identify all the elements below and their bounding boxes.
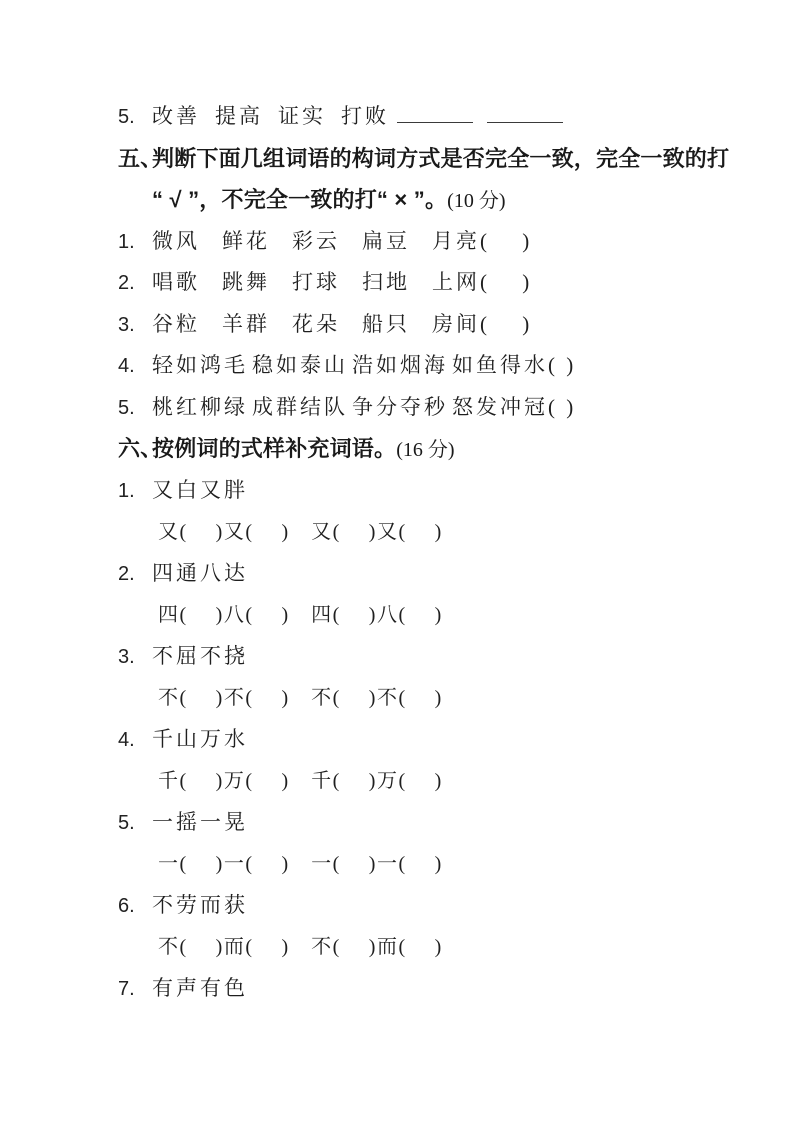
word: 怒发冲冠: [452, 394, 548, 419]
section6-item-6-example: [0, 885, 793, 927]
word: 如鱼得水: [452, 353, 548, 377]
word: 微风: [152, 228, 200, 253]
word: 花朵: [292, 311, 340, 336]
word: 证实: [278, 104, 326, 128]
word: 成群结队: [252, 394, 348, 419]
section-6-heading: [0, 428, 793, 470]
fill-pattern: 千( )万( ) 千( )万( ): [158, 770, 443, 792]
item-number: 3.: [118, 313, 135, 336]
item-number: 1.: [118, 230, 135, 253]
answer-paren: ( ): [480, 311, 533, 336]
word: 羊群: [222, 311, 270, 336]
item-number: 5.: [118, 396, 135, 419]
section6-item-3-example: [0, 636, 793, 678]
item-number: 7.: [118, 977, 135, 1000]
section5-item-5: [0, 387, 793, 429]
answer-blank-1: [397, 102, 473, 123]
word: 彩云: [292, 228, 340, 253]
answer-blank-2: [487, 102, 563, 123]
word: 提高: [215, 104, 263, 128]
word: 扫地: [362, 270, 410, 294]
word: 船只: [362, 311, 410, 336]
item-number: 4.: [118, 728, 135, 751]
answer-paren: ( ): [480, 228, 533, 253]
section6-item-1-pattern: [0, 511, 793, 553]
word: 稳如泰山: [252, 353, 348, 377]
word: 改善: [152, 104, 200, 128]
section-6-title: 按例词的式样补充词语。: [152, 436, 397, 461]
item-number: 2.: [118, 562, 135, 585]
word: 跳舞: [222, 270, 270, 294]
section5-item-2: [0, 262, 793, 304]
word: 唱歌: [152, 270, 200, 294]
section6-item-4-example: [0, 719, 793, 761]
example-word: 一摇一晃: [152, 809, 248, 834]
section6-item-3-pattern: [0, 677, 793, 719]
fill-pattern: 一( )一( ) 一( )一( ): [158, 853, 443, 875]
word: 轻如鸿毛: [152, 353, 248, 377]
item-number: 4.: [118, 355, 135, 377]
word-group-item-5: [0, 96, 793, 138]
example-word: 有声有色: [152, 975, 248, 1000]
word: 浩如烟海: [352, 353, 448, 377]
word: 谷粒: [152, 311, 200, 336]
section6-item-6-pattern: [0, 926, 793, 968]
item-number: 2.: [118, 272, 135, 294]
answer-paren: ( ): [548, 394, 577, 419]
section-5-heading-line2: [0, 179, 793, 221]
word: 桃红柳绿: [152, 394, 248, 419]
section6-item-2-pattern: [0, 594, 793, 636]
item-number: 1.: [118, 479, 135, 502]
example-word: 又白又胖: [152, 477, 248, 502]
fill-pattern: 不( )而( ) 不( )而( ): [158, 936, 443, 958]
item-number: 5.: [118, 106, 135, 128]
section6-item-4-pattern: [0, 760, 793, 802]
example-word: 不劳而获: [152, 892, 248, 917]
section-5-marker: 五、: [118, 145, 163, 171]
answer-paren: ( ): [480, 270, 533, 294]
word: 打球: [292, 270, 340, 294]
section-5-title-cont: “ √ ”，不完全一致的打“ × ”。: [152, 187, 448, 212]
section-5-title: 判断下面几组词语的构词方式是否完全一致，完全一致的打: [152, 145, 730, 171]
section6-item-1-example: [0, 470, 793, 512]
section-6-marker: 六、: [118, 436, 163, 461]
item-number: 5.: [118, 811, 135, 834]
fill-pattern: 四( )八( ) 四( )八( ): [158, 604, 443, 626]
word: 月亮: [432, 228, 480, 253]
example-word: 千山万水: [152, 726, 248, 751]
section5-item-1: [0, 221, 793, 263]
example-word: 不屈不挠: [152, 643, 248, 668]
word: 扁豆: [362, 228, 410, 253]
item-number: 3.: [118, 645, 135, 668]
section6-item-7-example: [0, 968, 793, 1010]
section6-item-5-example: [0, 802, 793, 844]
fill-pattern: 又( )又( ) 又( )又( ): [158, 521, 443, 543]
section-5-score: (10 分): [447, 190, 506, 212]
section5-item-4: [0, 345, 793, 387]
section6-item-2-example: [0, 553, 793, 595]
word: 打败: [341, 104, 389, 128]
section-6-score: (16 分): [396, 439, 455, 461]
example-word: 四通八达: [152, 560, 248, 585]
word: 争分夺秒: [352, 394, 448, 419]
item-number: 6.: [118, 894, 135, 917]
answer-paren: ( ): [548, 353, 577, 377]
word: 房间: [432, 311, 480, 336]
word: 上网: [432, 270, 480, 294]
word: 鲜花: [222, 228, 270, 253]
fill-pattern: 不( )不( ) 不( )不( ): [158, 687, 443, 709]
section5-item-3: [0, 304, 793, 346]
section6-item-5-pattern: [0, 843, 793, 885]
section-5-heading-line1: [0, 138, 793, 180]
